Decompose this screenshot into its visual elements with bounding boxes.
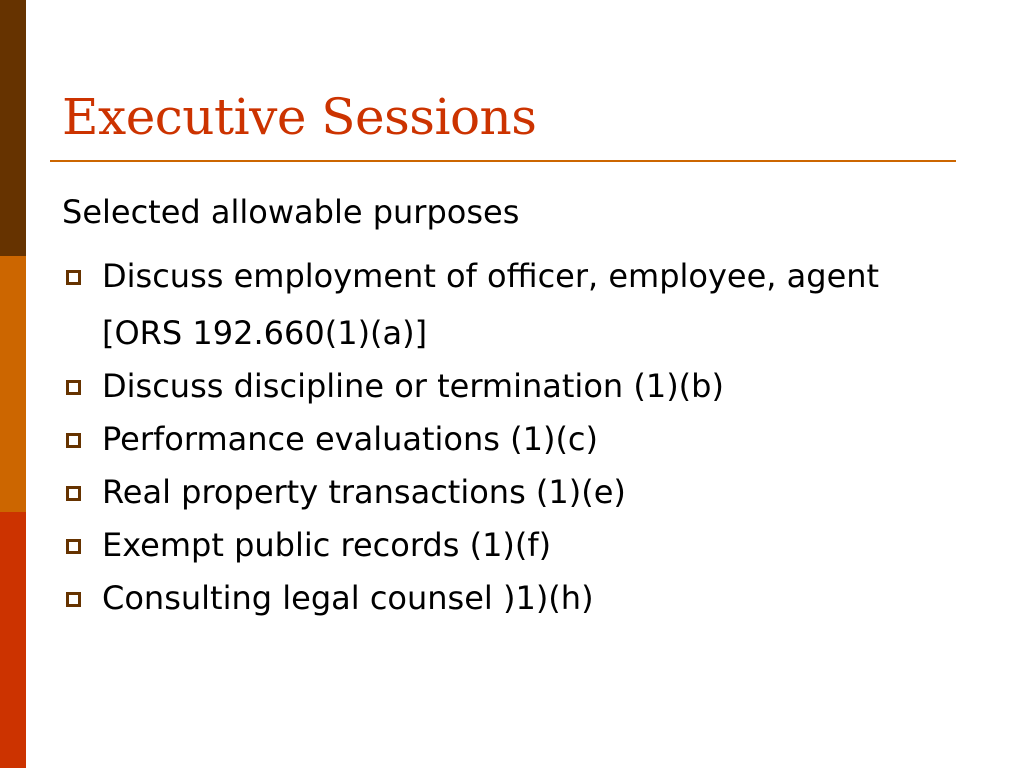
hollow-square-bullet-icon [66, 592, 81, 607]
bullet-text: Exempt public records (1)(f) [102, 526, 552, 564]
hollow-square-bullet-icon [66, 380, 81, 395]
bullet-item [62, 464, 962, 521]
side-bar-top [0, 0, 26, 256]
title-divider [50, 160, 956, 162]
bullet-item [62, 411, 962, 468]
bullet-text: Discuss employment of officer, employee, agent [ORS 192.660(1)(a)] [102, 257, 880, 352]
bullet-item [62, 517, 962, 574]
slide-title: Executive Sessions [62, 88, 537, 146]
bullet-item [62, 570, 962, 627]
bullet-text: Consulting legal counsel )1)(h) [102, 579, 594, 617]
side-bar-bottom [0, 512, 26, 768]
slide-body [62, 190, 962, 637]
bullet-text: Real property transactions (1)(e) [102, 473, 626, 511]
hollow-square-bullet-icon [66, 539, 81, 554]
bullet-text: Discuss discipline or termination (1)(b) [102, 367, 724, 405]
hollow-square-bullet-icon [66, 486, 81, 501]
side-bar-middle [0, 256, 26, 512]
bullet-item [62, 248, 962, 362]
hollow-square-bullet-icon [66, 270, 81, 285]
hollow-square-bullet-icon [66, 433, 81, 448]
bullet-item [62, 358, 962, 415]
intro-text: Selected allowable purposes [62, 193, 520, 231]
bullet-list [62, 248, 962, 627]
bullet-text: Performance evaluations (1)(c) [102, 420, 598, 458]
